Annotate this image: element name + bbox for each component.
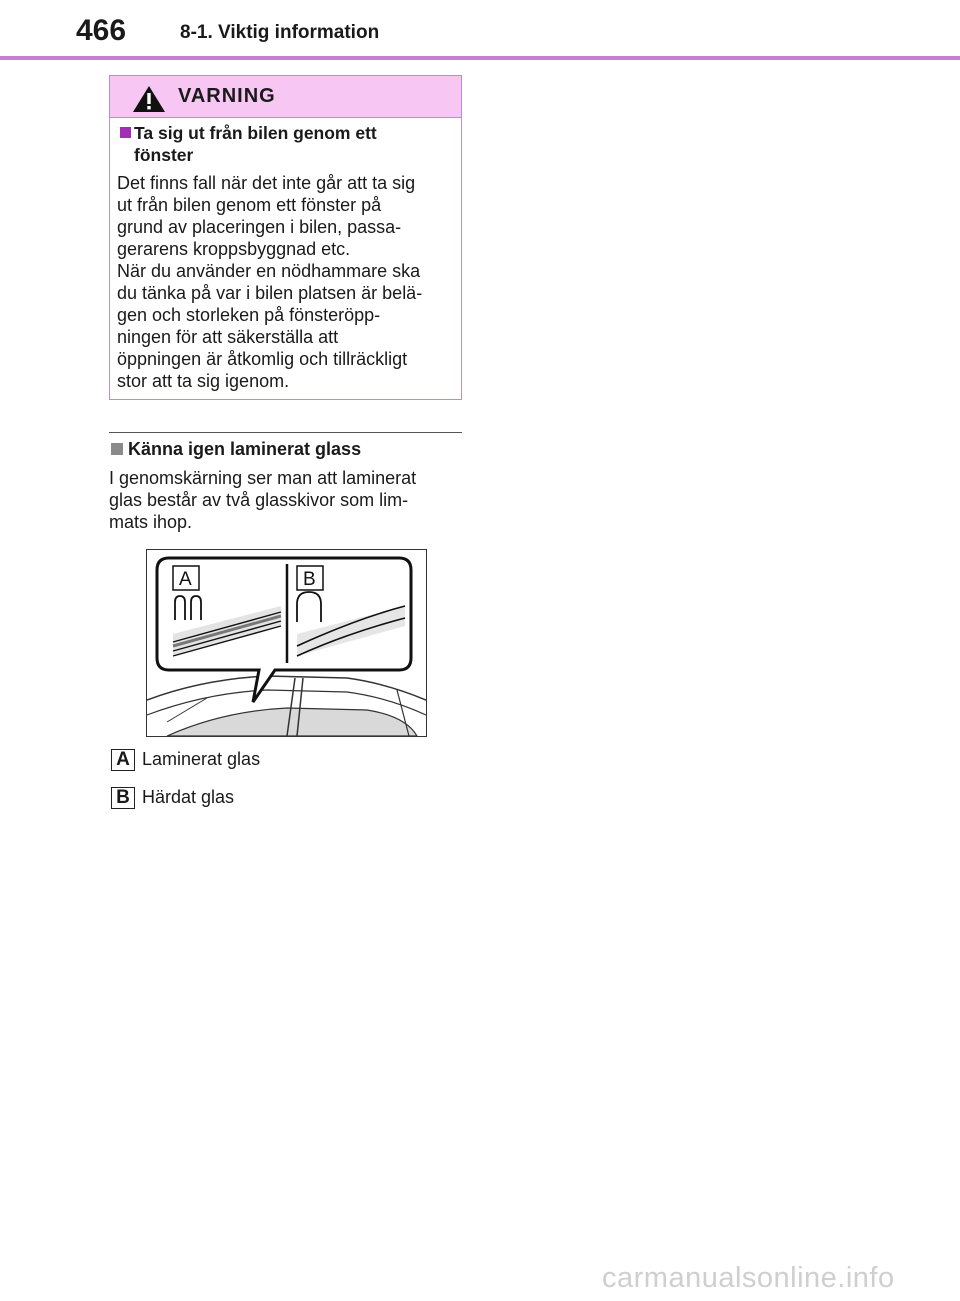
section-body-line: glas består av två glasskivor som lim- — [109, 490, 409, 510]
warning-subheading-line: fönster — [134, 145, 194, 165]
warning-body-line: grund av placeringen i bilen, passa- — [117, 217, 402, 237]
warning-body-line: stor att ta sig igenom. — [117, 371, 290, 391]
section-heading-text: Känna igen laminerat glass — [128, 439, 362, 459]
figure-label-a: A — [179, 569, 192, 590]
warning-body-line: ningen för att säkerställa att — [117, 327, 339, 347]
warning-body-line: När du använder en nödhammare ska — [117, 261, 421, 281]
warning-subheading-line: Ta sig ut från bilen genom ett — [134, 123, 377, 143]
warning-header — [110, 76, 461, 118]
section-divider — [109, 432, 462, 433]
page-number: 466 — [76, 14, 127, 47]
section-body — [109, 467, 459, 533]
warning-title: VARNING — [178, 85, 276, 107]
bullet-square-icon — [120, 127, 131, 138]
bullet-square-icon — [111, 443, 123, 455]
warning-triangle-icon — [132, 85, 166, 113]
figure-label-b: B — [303, 569, 316, 590]
section-title: 8-1. Viktig information — [180, 22, 380, 43]
warning-body-line: gerarens kroppsbyggnad etc. — [117, 239, 351, 259]
legend-badge: B — [111, 787, 135, 809]
warning-body-line: ut från bilen genom ett fönster på — [117, 195, 382, 215]
section-heading — [109, 439, 361, 460]
header-rule — [0, 56, 960, 60]
warning-body-line: gen och storleken på fönsteröpp- — [117, 305, 381, 325]
warning-body-line: du tänka på var i bilen platsen är belä- — [117, 283, 423, 303]
watermark: carmanualsonline.info — [602, 1262, 895, 1294]
section-body-line: I genomskärning ser man att laminerat — [109, 468, 417, 488]
legend-badge: A — [111, 749, 135, 771]
section-body-line: mats ihop. — [109, 512, 193, 532]
legend-text: Härdat glas — [142, 787, 235, 807]
glass-illustration — [146, 549, 427, 737]
warning-subheading — [116, 122, 446, 166]
warning-box — [109, 75, 462, 400]
glass-illustration-drawing — [147, 550, 426, 736]
warning-body — [117, 172, 457, 392]
legend-text: Laminerat glas — [142, 749, 261, 769]
warning-body-line: öppningen är åtkomlig och tillräckligt — [117, 349, 408, 369]
warning-body-line: Det finns fall när det inte går att ta sig — [117, 173, 416, 193]
